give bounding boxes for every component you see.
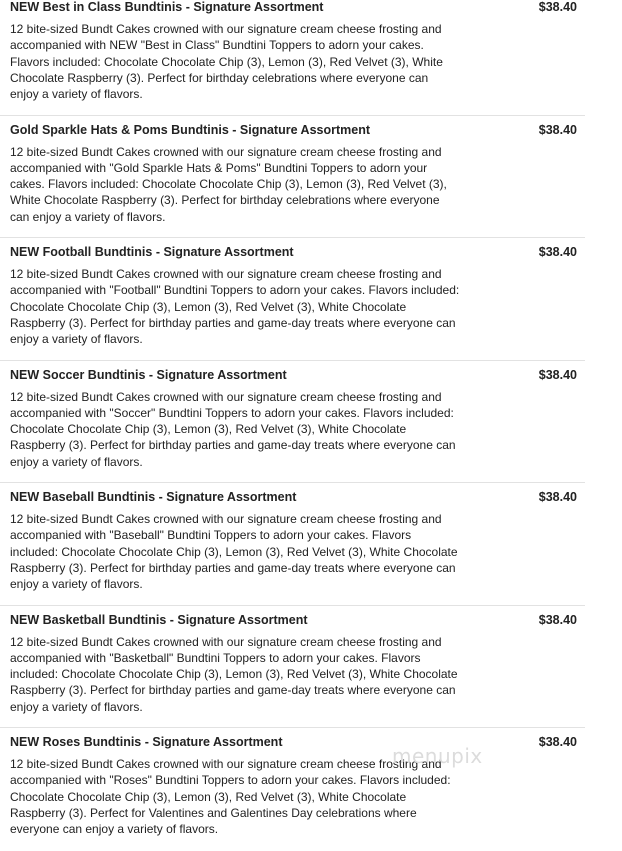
menu-item[interactable] — [0, 116, 585, 239]
menu-item[interactable] — [0, 361, 585, 484]
item-description: 12 bite-sized Bundt Cakes crowned with our signature cream cheese frosting and accompanied with "Football" Bundtini Toppers to adorn your cakes. Flavors included: Chocolate Chocolate Chip (3), Lemon (3), Red Velvet (3), White Chocolate Raspberry (3). Perfect for birthday parties and game-day treats where everyone can enjoy a variety of flavors. — [10, 267, 460, 347]
item-description: 12 bite-sized Bundt Cakes crowned with our signature cream cheese frosting and accompanied with "Baseball" Bundtini Toppers to adorn your cakes. Flavors included: Chocolate Chocolate Chip (3), Lemon (3), Red Velvet (3), White Chocolate Raspberry (3). Perfect for birthday parties and game-day treats where everyone can enjoy a variety of flavors. — [10, 512, 458, 592]
item-price: $38.40 — [538, 490, 577, 504]
item-description: 12 bite-sized Bundt Cakes crowned with our signature cream cheese frosting and accompanied with "Soccer" Bundtini Toppers to adorn your cakes. Flavors included: Chocolate Chocolate Chip (3), Lemon (3), Red Velvet (3), White Chocolate Raspberry (3). Perfect for birthday parties and game-day treats where everyone can enjoy a variety of flavors. — [10, 389, 456, 469]
item-price: $38.40 — [538, 367, 577, 382]
item-price: $38.40 — [538, 122, 577, 137]
item-name: NEW Baseball Bundtinis - Signature Assortment — [10, 490, 297, 504]
menu-item[interactable] — [0, 238, 585, 361]
item-price: $38.40 — [538, 245, 577, 259]
item-price: $38.40 — [538, 0, 577, 14]
menu-item[interactable] — [0, 606, 585, 729]
item-name: NEW Best in Class Bundtinis - Signature Assortment — [10, 0, 324, 14]
item-description: 12 bite-sized Bundt Cakes crowned with our signature cream cheese frosting and accompanied with "Roses" Bundtini Toppers to adorn your cakes. Flavors included: Chocolate Chocolate Chip (3), Lemon (3), Red Velvet (3), White Chocolate Raspberry (3). Perfect for Valentines and Galentines Day celebrations where everyone can enjoy a variety of flavors. — [10, 757, 451, 837]
item-description: 12 bite-sized Bundt Cakes crowned with our signature cream cheese frosting and accompanied with NEW "Best in Class" Bundtini Toppers to adorn your cakes. Flavors included: Chocolate Chocolate Chip (3), Lemon (3), Red Velvet (3), White Chocolate Raspberry (3). Perfect for birthday celebrations where everyone can enjoy a variety of flavors. — [10, 22, 443, 102]
item-name: NEW Roses Bundtinis - Signature Assortment — [10, 735, 283, 749]
watermark: menupix — [392, 744, 483, 768]
item-name: NEW Basketball Bundtinis - Signature Assortment — [10, 612, 308, 627]
item-name: Gold Sparkle Hats & Poms Bundtinis - Signature Assortment — [10, 122, 371, 137]
menu-item[interactable] — [0, 0, 585, 116]
item-price: $38.40 — [538, 735, 577, 749]
item-description: 12 bite-sized Bundt Cakes crowned with our signature cream cheese frosting and accompanied with "Basketball" Bundtini Toppers to adorn your cakes. Flavors included: Chocolate Chocolate Chip (3), Lemon (3), Red Velvet (3), White Chocolate Raspberry (3). Perfect for birthday parties and game-day treats where everyone can enjoy a variety of flavors. — [10, 634, 458, 714]
item-name: NEW Football Bundtinis - Signature Assortment — [10, 245, 294, 259]
item-price: $38.40 — [538, 612, 577, 627]
item-name: NEW Soccer Bundtinis - Signature Assortment — [10, 367, 287, 382]
menu-item[interactable] — [0, 728, 585, 851]
menu-item[interactable] — [0, 483, 585, 606]
item-description: 12 bite-sized Bundt Cakes crowned with our signature cream cheese frosting and accompanied with "Gold Sparkle Hats & Poms" Bundtini Toppers to adorn your cakes. Flavors included: Chocolate Chocolate Chip (3), Lemon (3), Red Velvet (3), White Chocolate Raspberry (3). Perfect for birthday celebrations where everyone can enjoy a variety of flavors. — [10, 144, 447, 224]
